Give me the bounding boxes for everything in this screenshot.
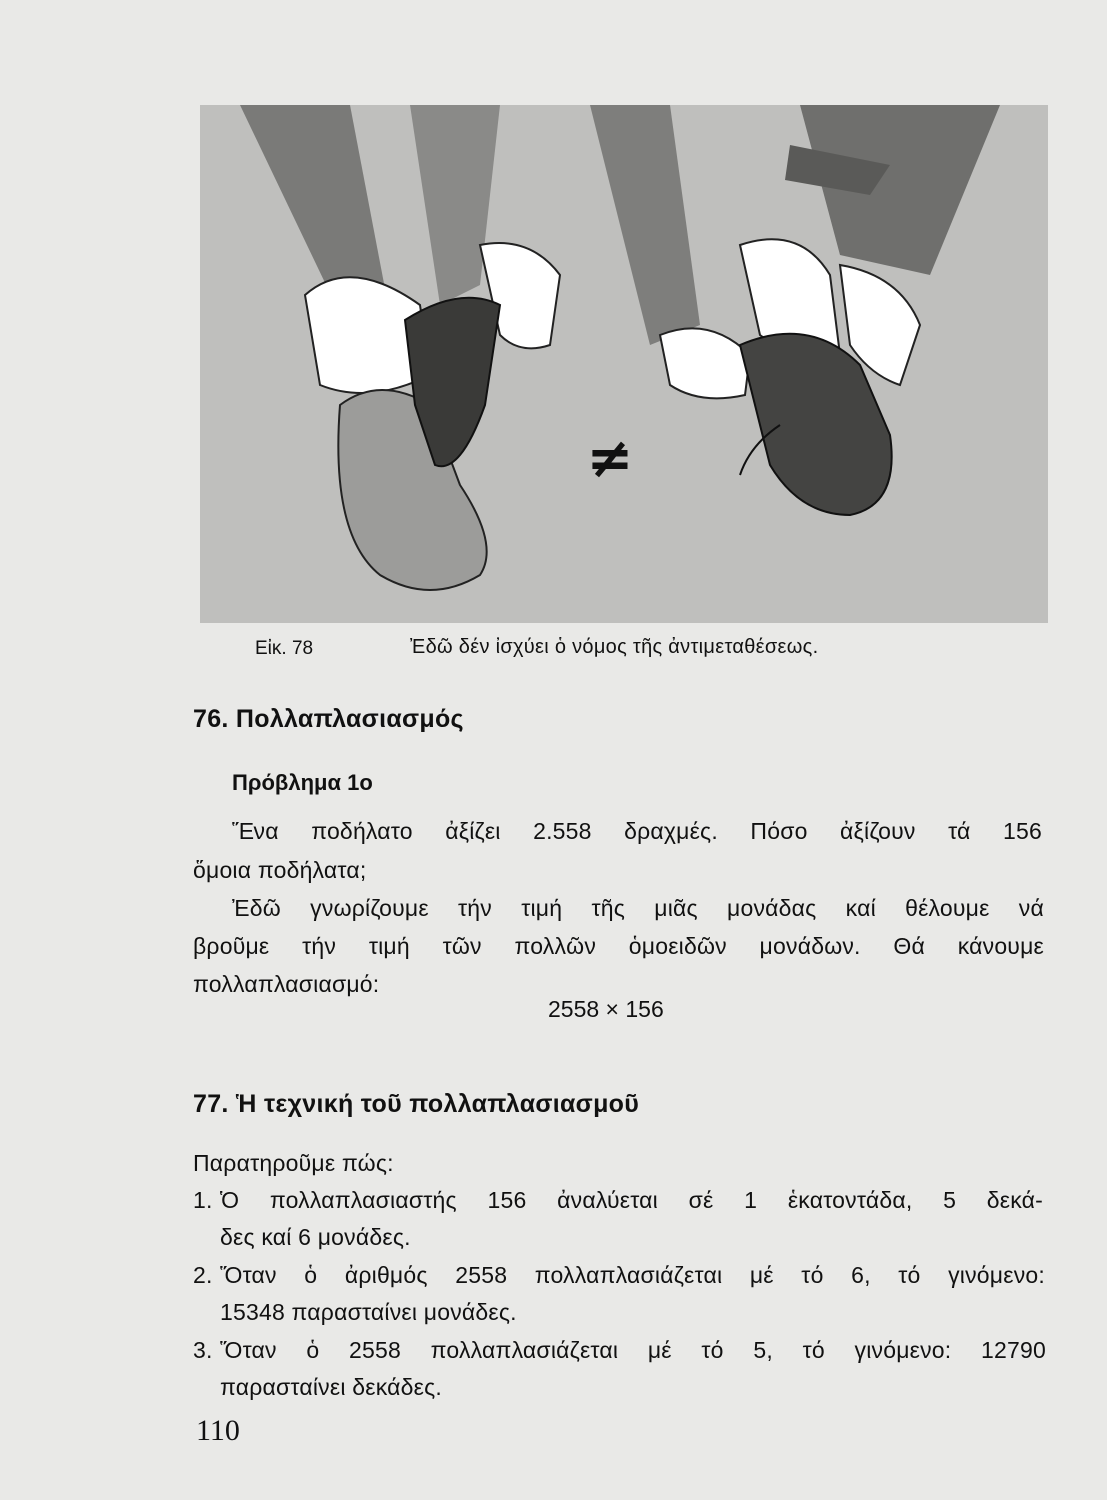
item-3-line-2: παρασταίνει δεκάδες.: [220, 1374, 442, 1400]
paragraph-2-line-2: βροῦμε τήν τιμή τῶν πολλῶν ὁμοειδῶν μονάδων. Θά κάνουμε: [193, 933, 1044, 959]
item-1-number: 1.: [193, 1187, 213, 1213]
section-77-title: 77. Ἡ τεχνική τοῦ πολλαπλασιασμοῦ: [193, 1090, 640, 1118]
not-equal-symbol: ≠: [586, 426, 634, 491]
illustration-shoes: [200, 105, 1048, 623]
paragraph-2-line-3: πολλαπλασιασμό:: [193, 971, 380, 997]
hands-putting-on-shoes-drawing: [200, 105, 1048, 623]
figure-caption-number: Εἰκ. 78: [255, 638, 314, 659]
intro-line: Παρατηροῦμε πώς:: [193, 1150, 394, 1176]
multiplication-formula: 2558 × 156: [548, 996, 664, 1022]
section-76-title: 76. Πολλαπλασιασμός: [193, 705, 464, 733]
item-2-line-1: Ὅταν ὁ ἀριθμός 2558 πολλαπλασιάζεται μέ τό 6, τό γινόμενο:: [220, 1262, 1045, 1288]
item-1-line-2: δες καί 6 μονάδες.: [220, 1224, 411, 1250]
item-3-line-1: Ὅταν ὁ 2558 πολλαπλασιάζεται μέ τό 5, τό γινόμενο: 12790: [220, 1337, 1046, 1363]
page-number: 110: [196, 1414, 240, 1447]
paragraph-1-line-1: Ἕνα ποδήλατο ἀξίζει 2.558 δραχμές. Πόσο ἀξίζουν τά 156: [232, 818, 1042, 844]
item-1-line-1: Ὁ πολλαπλασιαστής 156 ἀναλύεται σέ 1 ἑκατοντάδα, 5 δεκά-: [220, 1187, 1043, 1213]
paragraph-2-line-1: Ἐδῶ γνωρίζουμε τήν τιμή τῆς μιᾶς μονάδας καί θέλουμε νά: [232, 895, 1044, 921]
item-2-line-2: 15348 παρασταίνει μονάδες.: [220, 1299, 517, 1325]
item-3-number: 3.: [193, 1337, 213, 1363]
item-2-number: 2.: [193, 1262, 213, 1288]
figure-caption: Ἐδῶ δέν ἰσχύει ὁ νόμος τῆς ἀντιμεταθέσεως.: [410, 636, 819, 658]
paragraph-1-line-2: ὅμοια ποδήλατα;: [193, 857, 367, 883]
problem-title: Πρόβλημα 1ο: [232, 770, 373, 795]
